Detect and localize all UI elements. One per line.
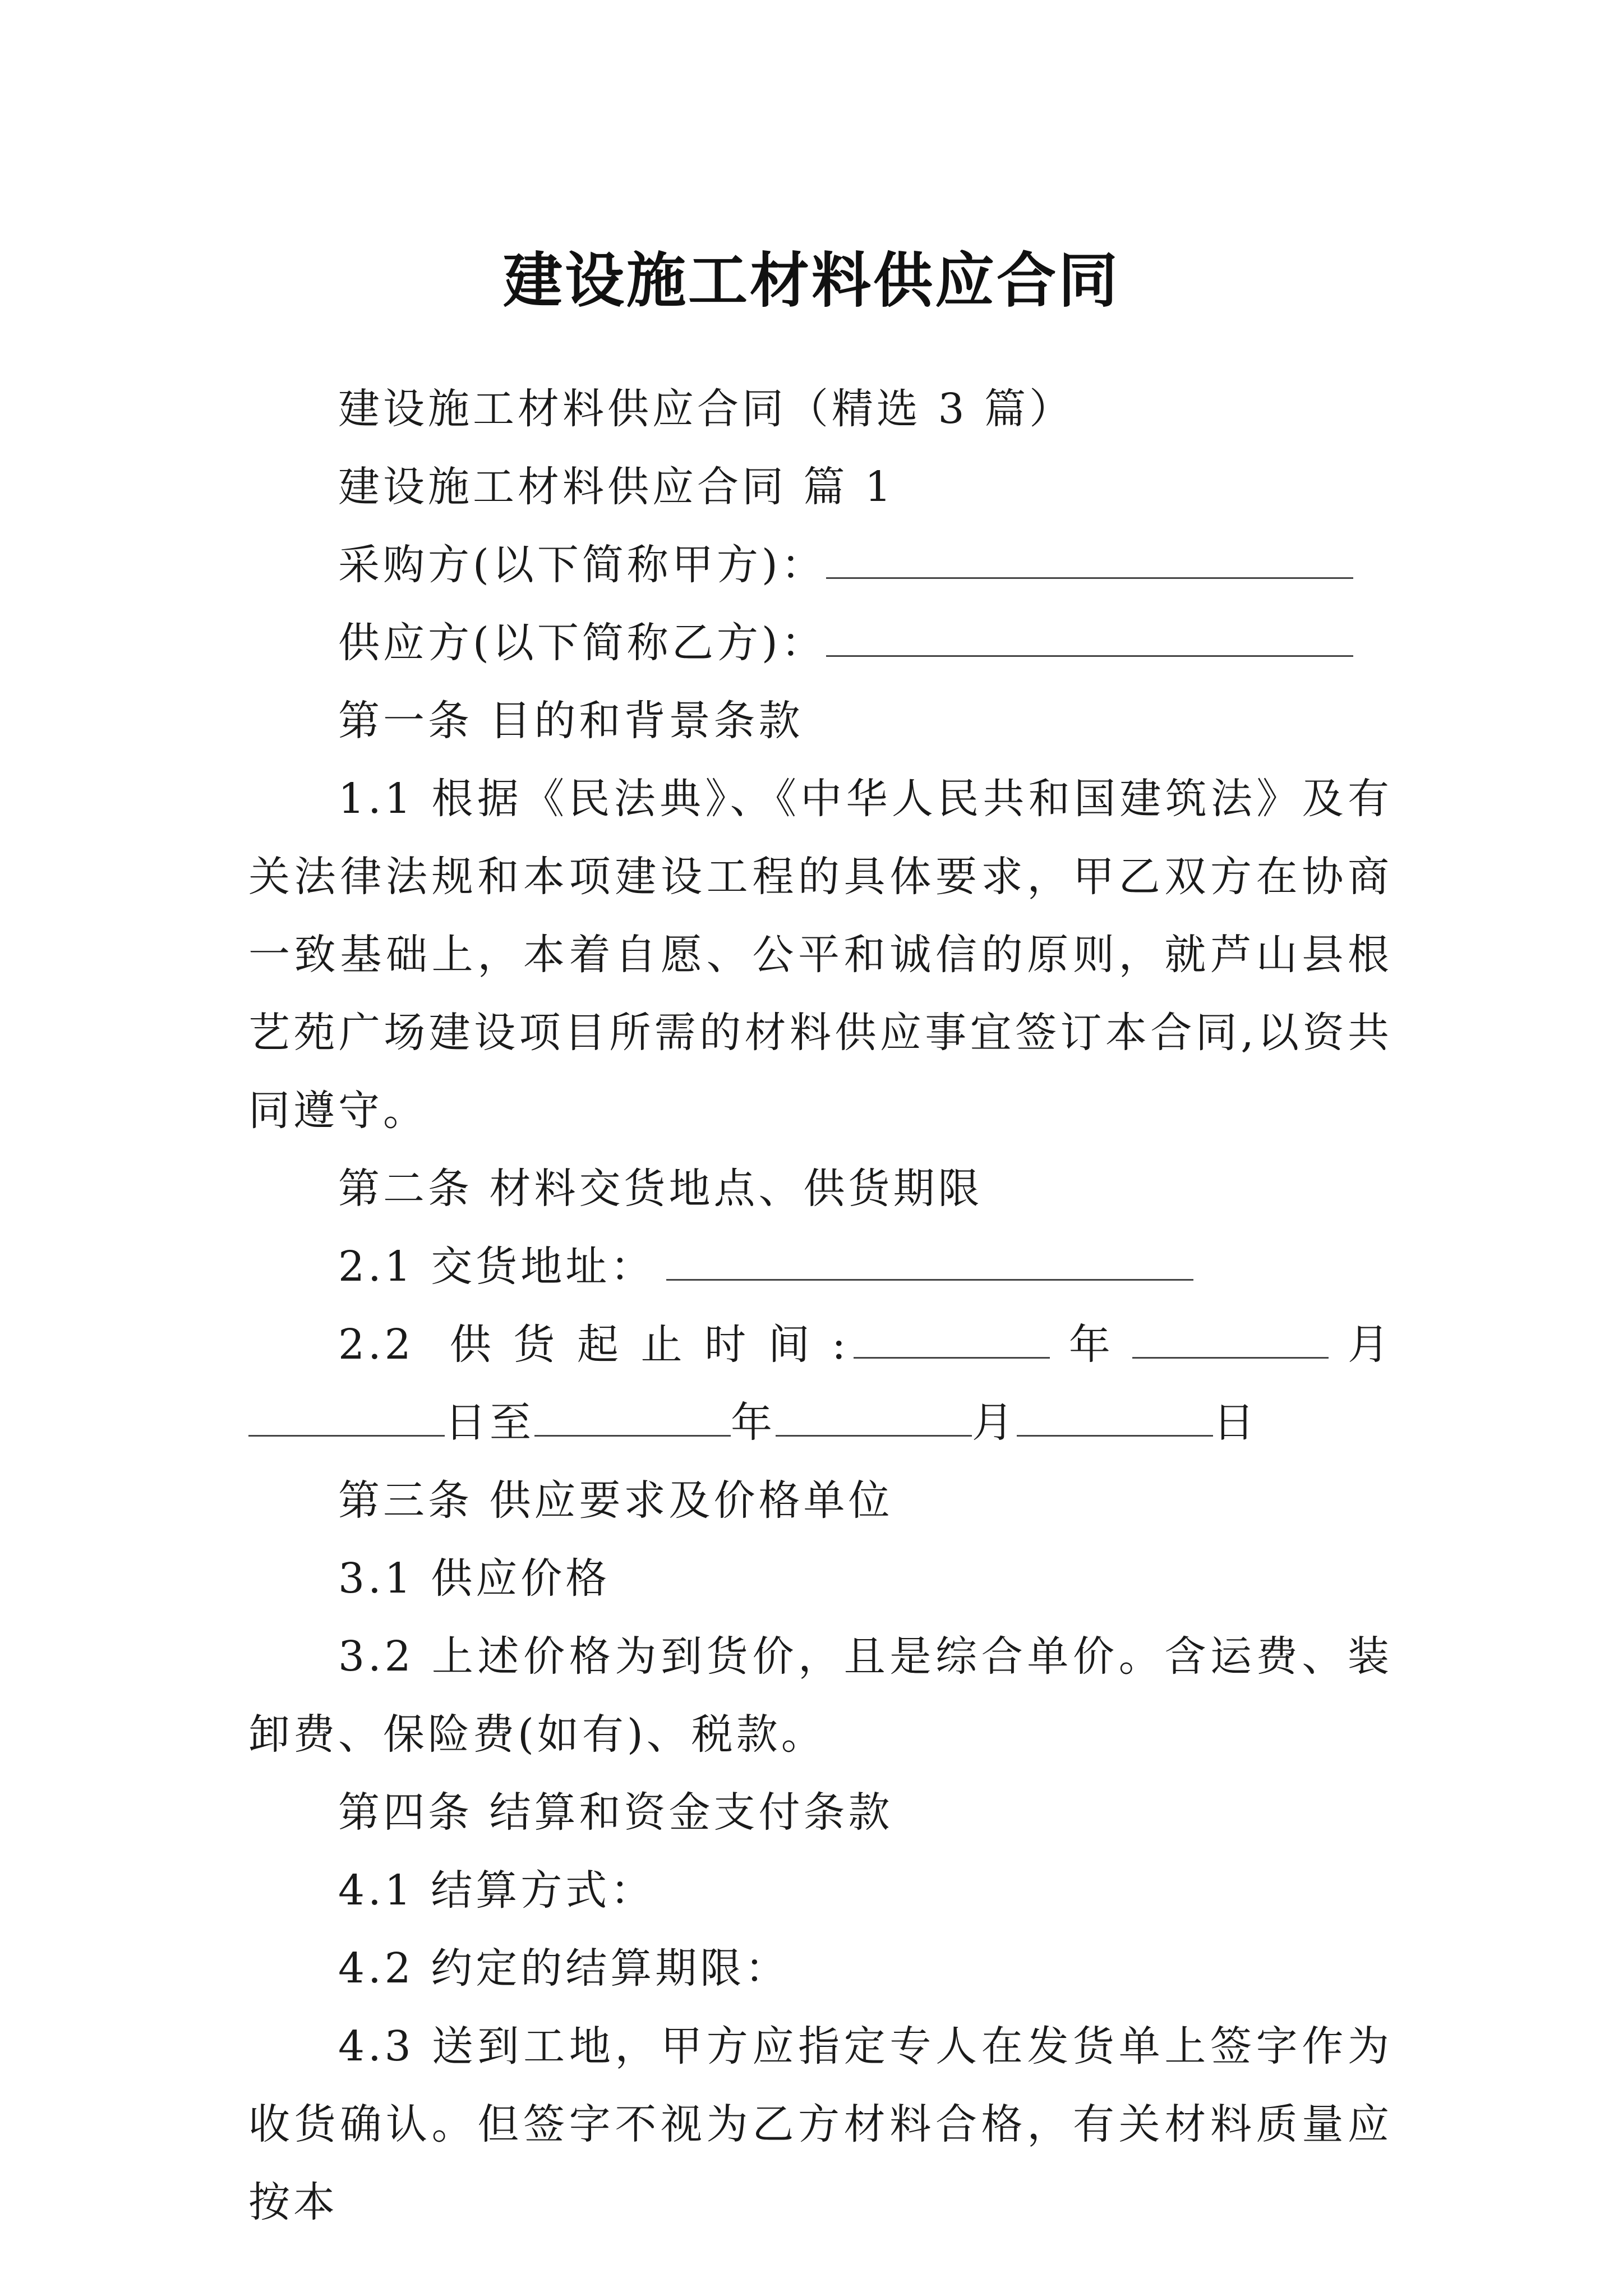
buyer-line [248,526,1393,604]
supplier-label: 供应方(以下简称乙方)： [338,619,826,667]
end-month-blank [776,1396,972,1437]
buyer-name-blank [826,538,1353,579]
end-year-unit: 年 [731,1398,776,1447]
clause-4-2: 4.2 约定的结算期限： [338,1944,790,1993]
start-month-blank [1132,1318,1329,1359]
clause-2-1 [248,1228,1393,1306]
clause-4-3: 4.3 送到工地，甲方应指定专人在发货单上签字作为收货确认。但签字不视为乙方材料合格，有关材料质量应按本 [248,2022,1393,2226]
article1-heading: 第一条 目的和背景条款 [338,697,804,745]
section-heading: 建设施工材料供应合同 篇 1 [338,463,895,511]
article4-heading: 第四条 结算和资金支付条款 [338,1788,893,1837]
start-year-blank [854,1318,1050,1359]
start-day-blank [248,1396,445,1437]
end-year-blank [534,1396,731,1437]
document-title: 建设施工材料供应合同 [503,246,1120,316]
supplier-name-blank [826,616,1353,657]
end-month-unit: 月 [972,1398,1017,1447]
clause-1-1: 1.1 根据《民法典》、《中华人民共和国建筑法》及有关法律法规和本项建设工程的具体要求，甲乙双方在协商一致基础上，本着自愿、公平和诚信的原则，就芦山县根艺苑广场建设项目所需的材料供应事宜签订本合同,以资共同遵守。 [248,775,1393,1135]
clause-3-2: 3.2 上述价格为到货价，且是综合单价。含运费、装卸费、保险费(如有)、税款。 [248,1632,1393,1759]
subtitle: 建设施工材料供应合同（精选 3 篇） [338,385,1075,433]
article3-heading: 第三条 供应要求及价格单位 [338,1476,893,1525]
start-month-unit: 月 [1329,1320,1393,1369]
clause-4-1: 4.1 结算方式： [338,1866,656,1915]
day-to-unit: 日至 [445,1398,534,1447]
clause-3-1: 3.1 供应价格 [338,1554,611,1603]
buyer-label: 采购方(以下简称甲方)： [338,541,826,589]
article2-heading: 第二条 材料交货地点、供货期限 [338,1165,983,1213]
clause-2-2 [248,1306,1393,1462]
start-year-unit: 年 [1050,1320,1133,1369]
end-day-unit: 日 [1213,1398,1258,1447]
document-body [248,370,1393,2242]
delivery-address-blank [666,1240,1193,1281]
delivery-address-label: 2.1 交货地址： [338,1243,656,1291]
supply-period-label: 2.2 供货起止时间: [338,1320,850,1369]
end-day-blank [1017,1396,1213,1437]
supplier-line [248,604,1393,682]
